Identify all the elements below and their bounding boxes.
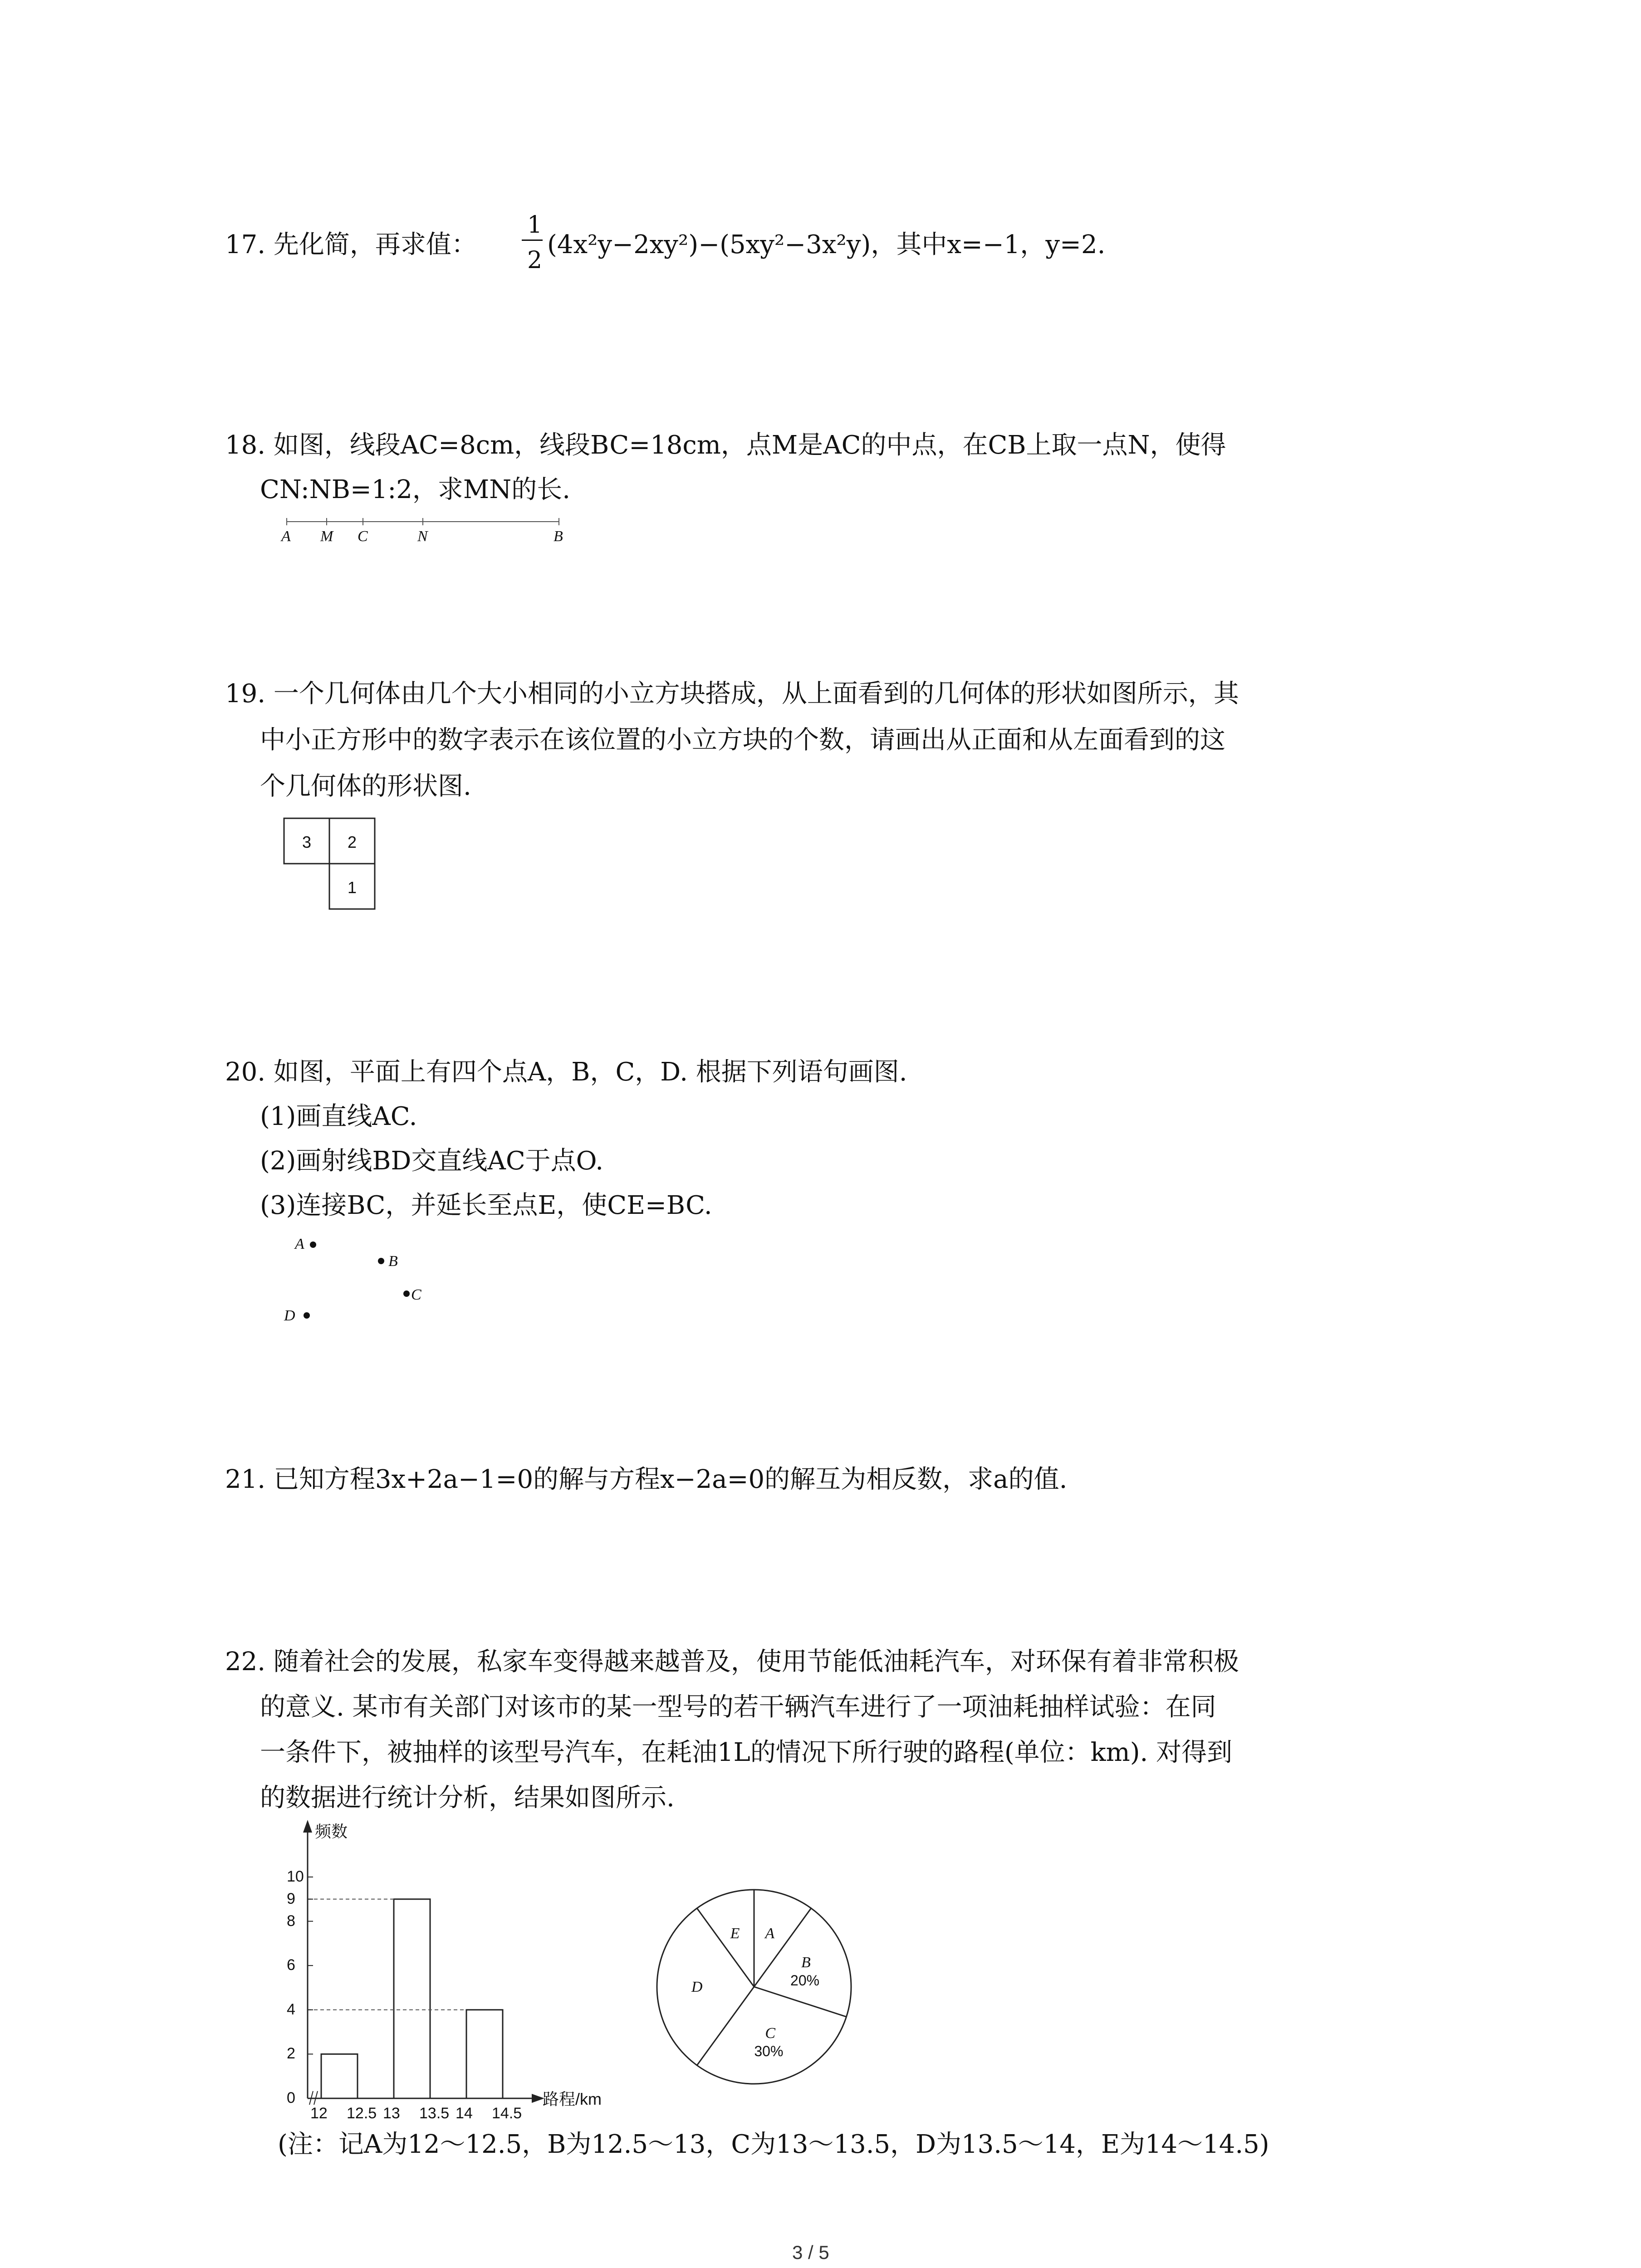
histogram-x-label: 路程/km [543, 2090, 602, 2108]
y-tick-label-1: 2 [287, 2045, 295, 2063]
point-label-b: B [388, 1253, 398, 1270]
seg-label-a: A [281, 528, 291, 545]
x-tick-label-2: 13 [383, 2105, 400, 2122]
problem-18-line1: 18. 如图，线段AC=8cm，线段BC=18cm，点M是AC的中点，在CB上取一点N，使得 [225, 430, 1226, 460]
x-tick-label-0: 12 [310, 2105, 328, 2122]
histogram-y-label: 频数 [315, 1822, 348, 1841]
pie-percent-c: 30% [754, 2043, 784, 2060]
problem-17-frac-den: 2 [527, 247, 543, 274]
pie-label-b: B [801, 1954, 811, 1971]
pie-label-e: E [730, 1925, 740, 1942]
problem-20-step3: (3)连接BC，并延长至点E，使CE=BC. [260, 1191, 712, 1220]
histogram-bar-1 [394, 1899, 430, 2098]
x-tick-label-3: 13.5 [419, 2105, 450, 2122]
seg-label-n: N [417, 528, 428, 545]
problem-18-line2: CN:NB=1:2，求MN的长. [260, 475, 571, 504]
problem-20-step2: (2)画射线BD交直线AC于点O. [260, 1146, 604, 1176]
problem-22-line1: 22. 随着社会的发展，私家车变得越来越普及，使用节能低油耗汽车，对环保有着非常积极 [225, 1647, 1239, 1677]
x-tick-label-4: 14 [456, 2105, 473, 2122]
grid-cell-3: 3 [302, 833, 312, 851]
point-c-dot [403, 1290, 410, 1297]
point-a-dot [310, 1242, 316, 1248]
point-d-dot [304, 1312, 310, 1319]
segment-figure [287, 518, 559, 525]
pie-label-d: D [691, 1979, 703, 1995]
grid-cell-2: 2 [348, 833, 357, 851]
point-label-d: D [284, 1307, 295, 1324]
problem-20-step1: (1)画直线AC. [260, 1102, 417, 1131]
pie-label-c: C [765, 2025, 776, 2042]
problem-22-line3: 一条件下，被抽样的该型号汽车，在耗油1L的情况下所行驶的路程(单位：km). 对得到 [260, 1738, 1233, 1767]
frequency-histogram [303, 1820, 544, 2105]
point-label-a: A [295, 1236, 304, 1252]
histogram-bar-2 [466, 2010, 503, 2098]
problem-17-frac-num: 1 [527, 211, 543, 239]
problem-21-line1: 21. 已知方程3x+2a−1=0的解与方程x−2a=0的解互为相反数，求a的值. [225, 1465, 1068, 1494]
y-tick-label-0: 0 [287, 2089, 295, 2107]
y-tick-label-4: 8 [287, 1912, 295, 1930]
y-tick-label-5: 9 [287, 1890, 295, 1907]
pie-label-a: A [765, 1925, 775, 1942]
problem-22-note: (注：记A为12～12.5，B为12.5～13，C为13～13.5，D为13.5～14，E为14～14.5) [278, 2130, 1269, 2159]
grid-cell-1: 1 [348, 878, 357, 897]
problem-19-line3: 个几何体的形状图. [260, 772, 471, 801]
problem-20-line1: 20. 如图，平面上有四个点A，B，C，D. 根据下列语句画图. [225, 1057, 907, 1087]
problem-19-line2: 中小正方形中的数字表示在该位置的小立方块的个数，请画出从正面和从左面看到的这 [260, 725, 1225, 755]
page-indicator: 3 / 5 [792, 2242, 829, 2263]
problem-22-line4: 的数据进行统计分析，结果如图所示. [260, 1783, 675, 1813]
problem-17-lead: 17. 先化简，再求值： [225, 230, 477, 259]
x-tick-label-5: 14.5 [492, 2105, 522, 2122]
problem-19-line1: 19. 一个几何体由几个大小相同的小立方块搭成，从上面看到的几何体的形状如图所示，其 [225, 679, 1239, 709]
y-tick-label-3: 6 [287, 1956, 295, 1974]
histogram-bar-0 [321, 2054, 358, 2098]
y-tick-label-2: 4 [287, 2000, 295, 2018]
point-label-c: C [411, 1286, 421, 1303]
problem-17-expression: (4x²y−2xy²)−(5xy²−3x²y)，其中x=−1，y=2. [547, 230, 1106, 259]
problem-22-line2: 的意义. 某市有关部门对该市的某一型号的若干辆汽车进行了一项油耗抽样试验：在同 [260, 1692, 1216, 1722]
pie-divider-4 [697, 1908, 754, 1987]
x-tick-label-1: 12.5 [347, 2105, 377, 2122]
y-axis-arrow [303, 1820, 312, 1833]
y-tick-label-6: 10 [287, 1868, 304, 1885]
pie-divider-2 [754, 1987, 847, 2017]
point-b-dot [378, 1258, 384, 1264]
seg-label-c: C [358, 528, 368, 545]
pie-percent-b: 20% [790, 1972, 820, 1989]
seg-label-m: M [320, 528, 333, 545]
pie-divider-3 [697, 1987, 754, 2065]
top-view-grid [284, 818, 375, 909]
seg-label-b: B [554, 528, 563, 545]
